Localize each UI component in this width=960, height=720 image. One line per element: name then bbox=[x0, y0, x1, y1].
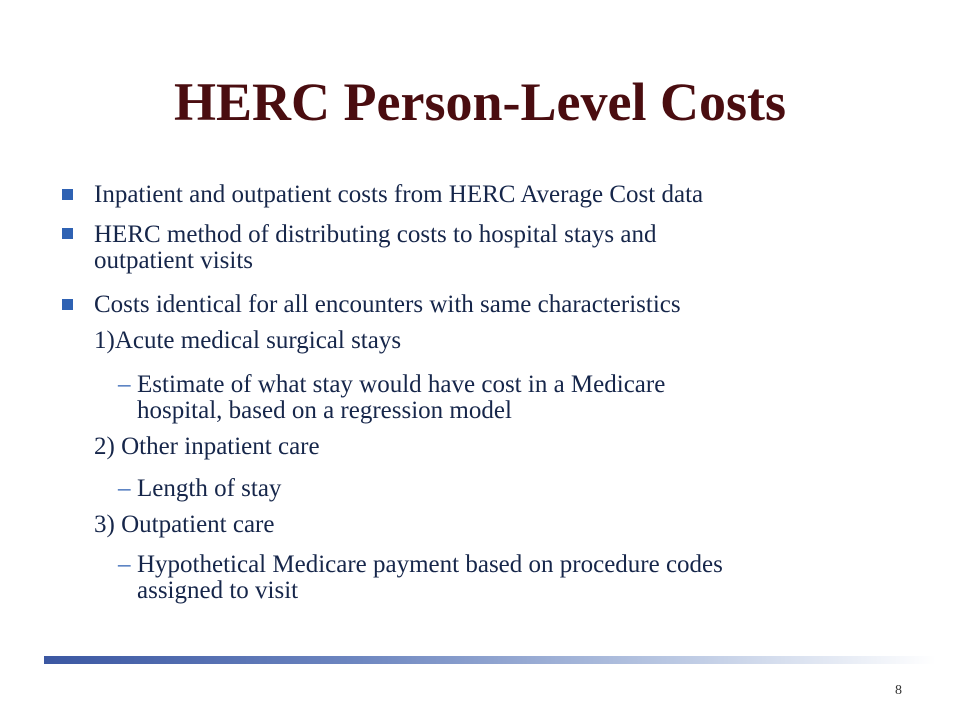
bullet-square-icon bbox=[62, 189, 73, 200]
section-3-detail-line-2: assigned to visit bbox=[137, 577, 299, 604]
dash-bullet-icon: – bbox=[118, 371, 131, 398]
bullet-text-3: Costs identical for all encounters with same characteristics bbox=[94, 291, 681, 318]
section-2-detail-line-1: Length of stay bbox=[137, 475, 282, 502]
bullet-square-icon bbox=[62, 299, 73, 310]
section-3-detail-line-1: Hypothetical Medicare payment based on procedure codes bbox=[137, 551, 723, 578]
dash-bullet-icon: – bbox=[118, 475, 131, 502]
section-1-detail-line-2: hospital, based on a regression model bbox=[137, 397, 512, 424]
footer-gradient-bar bbox=[44, 656, 936, 664]
section-1-detail-line-1: Estimate of what stay would have cost in a Medicare bbox=[137, 371, 666, 398]
page-number: 8 bbox=[895, 683, 902, 698]
section-heading-1: 1)Acute medical surgical stays bbox=[94, 327, 402, 354]
section-heading-3: 3) Outpatient care bbox=[94, 511, 275, 538]
bullet-text-2: HERC method of distributing costs to hospital stays and bbox=[94, 221, 657, 248]
dash-bullet-icon: – bbox=[118, 551, 131, 578]
bullet-text-2-continued: outpatient visits bbox=[94, 247, 254, 274]
bullet-square-icon bbox=[62, 228, 73, 239]
bullet-text-1: Inpatient and outpatient costs from HERC Average Cost data bbox=[94, 181, 704, 208]
slide-title: HERC Person-Level Costs bbox=[174, 72, 786, 132]
section-heading-2: 2) Other inpatient care bbox=[94, 433, 320, 460]
